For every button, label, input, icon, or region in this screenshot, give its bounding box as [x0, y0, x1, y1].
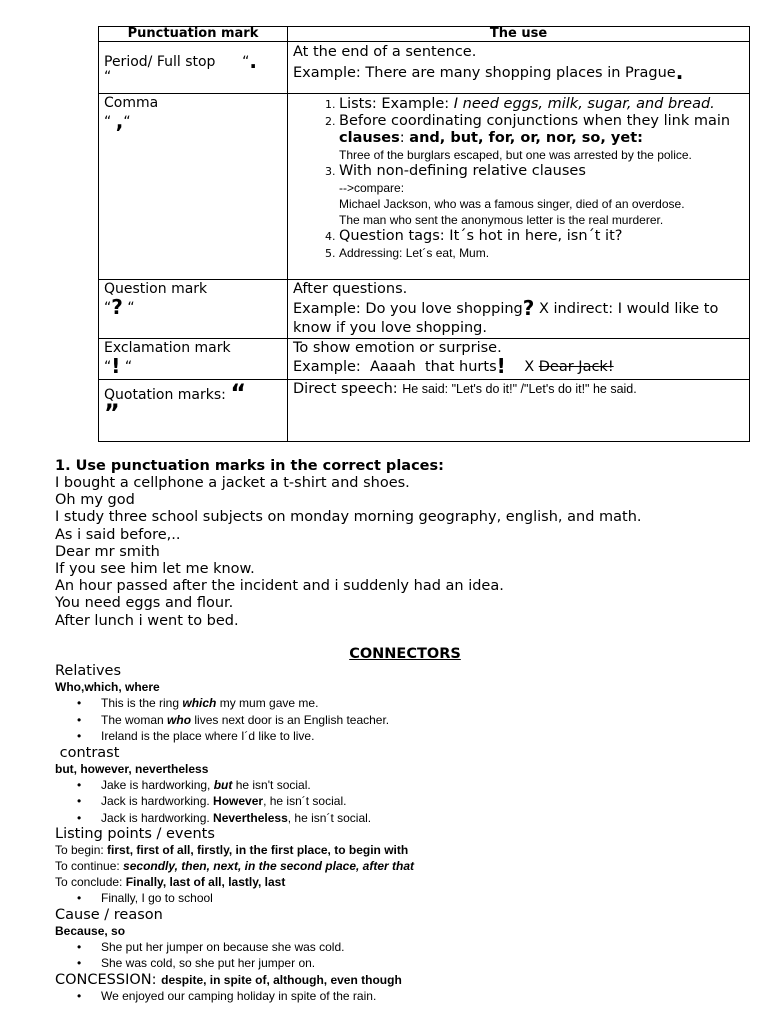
connectors-section [55, 646, 755, 1004]
header-the-use: The use [288, 27, 750, 42]
concession-list [55, 988, 755, 1005]
contrast-list [55, 777, 755, 827]
listing-label: Listing points / events [55, 826, 215, 842]
quotation-cell [99, 380, 288, 442]
connectors-title: CONNECTORS [349, 646, 461, 662]
exclamation-use: To show emotion or surprise. Example: Aaaah that hurts! X Dear Jack! [288, 339, 750, 380]
exercise-heading: 1. Use punctuation marks in the correct places: [55, 458, 444, 474]
period-symbol: . [249, 49, 258, 73]
list-item: • Jack is hardworking. However, he isn´t social. [101, 793, 755, 810]
exercise-line: Oh my god [55, 492, 135, 509]
row-exclamation [99, 339, 750, 380]
exercise-line: After lunch i went to bed. [55, 612, 239, 629]
period-cell: Period/ Full stop “. “ [99, 42, 288, 94]
listing-continue: To continue: secondly, then, next, in the second place, after that [55, 859, 414, 873]
list-item: 1. Lists: Example: I need eggs, milk, sugar, and bread. [339, 96, 744, 113]
list-item: 4. Question tags: It´s hot in here, isn´t it? [339, 228, 744, 245]
exercise-section [55, 458, 755, 630]
exclamation-cell: Exclamation mark “! “ [99, 339, 288, 380]
cause-label: Cause / reason [55, 906, 163, 923]
comma-label: Comma [104, 95, 159, 111]
contrast-label: contrast [55, 744, 120, 761]
punctuation-table [98, 26, 750, 442]
comma-use [288, 94, 750, 280]
quotation-close-symbol: ” [104, 399, 120, 427]
row-question [99, 280, 750, 339]
table-header-row [99, 27, 750, 42]
exercise-line: Dear mr smith [55, 543, 160, 560]
period-label: Period/ Full stop [104, 54, 216, 70]
concession-label: CONCESSION: [55, 971, 162, 988]
cause-words: Because, so [55, 923, 126, 938]
concession-row [55, 972, 755, 988]
list-item: • We enjoyed our camping holiday in spite of the rain. [101, 988, 755, 1005]
list-item: • Jake is hardworking, but he isn't social. [101, 777, 755, 794]
list-item: • This is the ring which my mum gave me. [101, 695, 755, 712]
exercise-line: You need eggs and flour. [55, 595, 234, 612]
listing-conclude: To conclude: Finally, last of all, lastly, last [55, 875, 286, 889]
comma-symbol: , [115, 109, 124, 133]
relatives-list [55, 695, 755, 745]
relatives-words: Who,which, where [55, 680, 160, 694]
row-quotation [99, 380, 750, 442]
exercise-line: If you see him let me know. [55, 561, 255, 578]
list-item: • The woman who lives next door is an English teacher. [101, 712, 755, 729]
exercise-line: As i said before,.. [55, 526, 181, 543]
question-symbol: ? [111, 295, 123, 319]
exercise-line: An hour passed after the incident and i suddenly had an idea. [55, 578, 504, 595]
comma-use-list [293, 96, 744, 262]
exercise-line: I study three school subjects on monday morning geography, english, and math. [55, 509, 642, 526]
exclamation-symbol: ! [111, 354, 121, 378]
list-item: • Jack is hardworking. Nevertheless, he isn´t social. [101, 810, 755, 827]
concession-words: despite, in spite of, although, even though [161, 972, 402, 987]
period-use: At the end of a sentence. Example: There are many shopping places in Prague. [288, 42, 750, 94]
row-period [99, 42, 750, 94]
listing-begin: To begin: first, first of all, firstly, in the first place, to begin with [55, 843, 409, 857]
list-item: 3. With non-defining relative clauses -->compare: Michael Jackson, who was a famous singer, died of an overdose. The man who sent the anonymous letter is the real murderer. [339, 163, 744, 228]
list-item: • Ireland is the place where I´d like to live. [101, 728, 755, 745]
list-item: 2. Before coordinating conjunctions when they link main clauses: and, but, for, or, nor, so, yet: Three of the burglars escaped, but one was arrested by the police. [339, 113, 744, 163]
quotation-use: Direct speech: He said: "Let's do it!" /"Let's do it!" he said. [288, 380, 750, 442]
question-use: After questions. Example: Do you love shopping? X indirect: I would like to know if you love shopping. [288, 280, 750, 339]
listing-list [55, 890, 755, 907]
cause-list [55, 939, 755, 972]
contrast-words: but, however, nevertheless [55, 761, 209, 776]
list-item: • Finally, I go to school [101, 890, 755, 907]
exclamation-label: Exclamation mark [104, 340, 231, 356]
relatives-label: Relatives [55, 663, 122, 679]
list-item: 5. Addressing: Let´s eat, Mum. [339, 245, 744, 262]
list-item: • She was cold, so she put her jumper on. [101, 955, 755, 972]
row-comma [99, 94, 750, 280]
question-cell: Question mark “? “ [99, 280, 288, 339]
quotation-label: Quotation marks: [104, 387, 231, 403]
header-punctuation-mark: Punctuation mark [99, 27, 288, 42]
comma-cell: Comma “ ,“ [99, 94, 288, 280]
quotation-open-symbol: “ [230, 379, 247, 407]
list-item: • She put her jumper on because she was cold. [101, 939, 755, 956]
question-label: Question mark [104, 281, 208, 297]
exercise-line: I bought a cellphone a jacket a t-shirt and shoes. [55, 475, 410, 491]
